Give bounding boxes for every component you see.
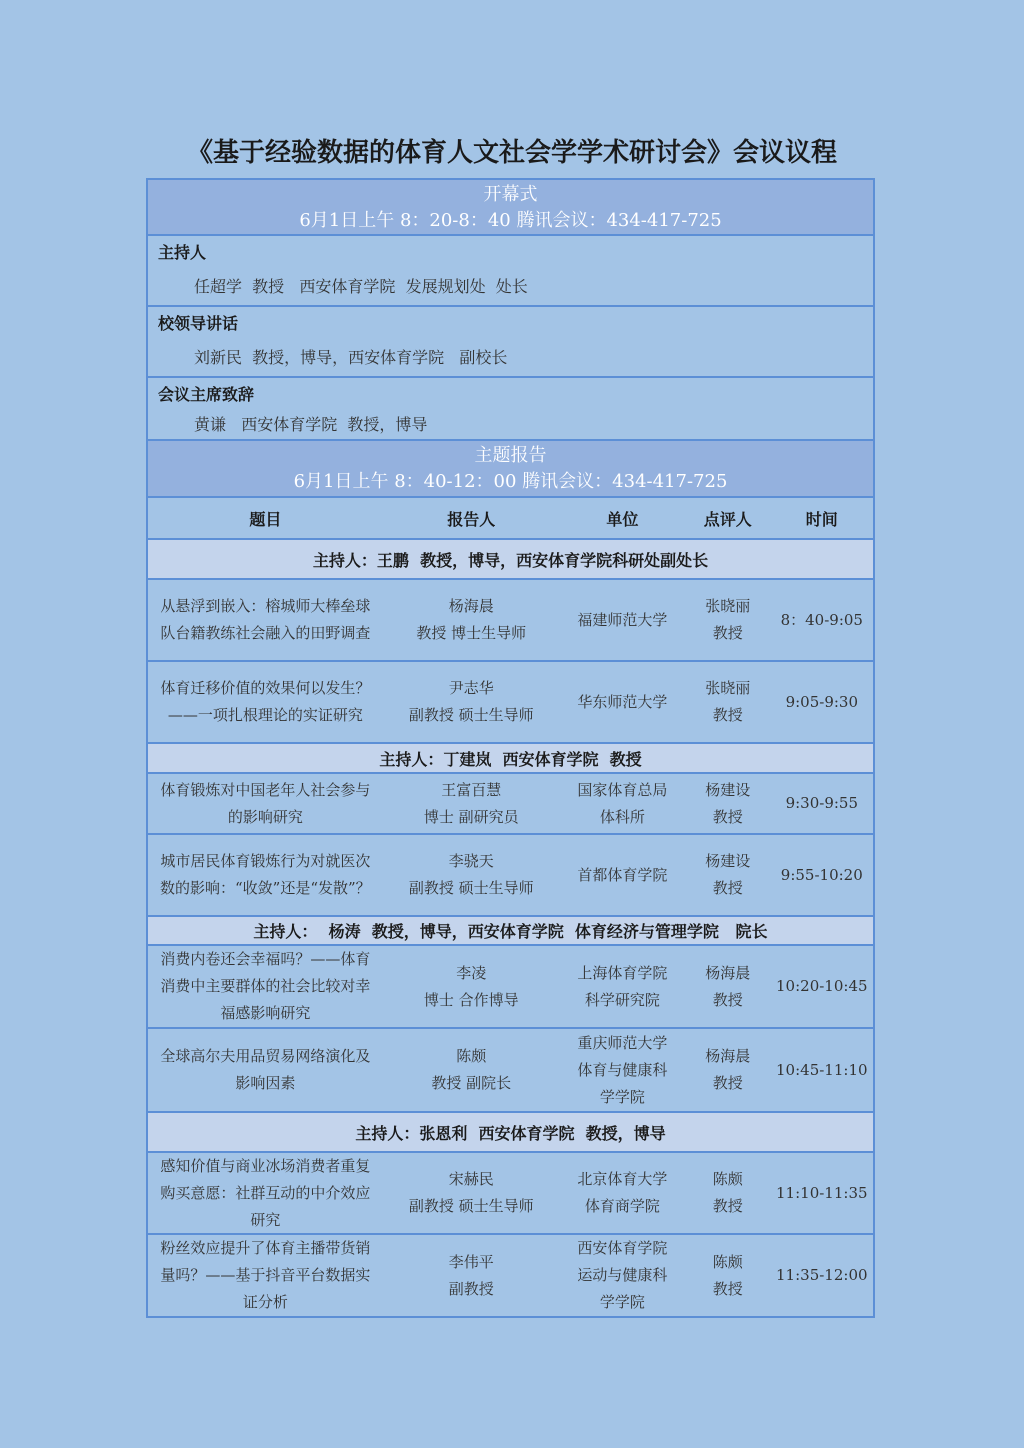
table-row <box>148 1029 873 1113</box>
col-speaker: 报告人 <box>447 509 496 529</box>
talk-time: 10:45-11:10 <box>776 1060 868 1079</box>
opening-time: 6月1日上午 8：20-8：40 腾讯会议：434-417-725 <box>299 210 722 231</box>
unit-line: 运动与健康科 <box>577 1266 668 1284</box>
col-topic: 题目 <box>249 509 282 529</box>
reviewer-name: 张晓丽 <box>705 679 751 697</box>
unit-line: 体育商学院 <box>584 1197 660 1215</box>
table-row <box>148 1235 873 1316</box>
talk-topic: 从悬浮到嵌入：榕城师大棒垒球队台籍教练社会融入的田野调查 <box>160 597 371 642</box>
opening-header <box>148 180 873 236</box>
session-host: 主持人：王鹏 教授，博导，西安体育学院科研处副处长 <box>148 540 873 580</box>
talk-time: 9:55-10:20 <box>780 865 863 884</box>
keynote-heading: 主题报告 <box>474 445 547 466</box>
talk-time: 8：40-9:05 <box>780 610 863 629</box>
role-label: 主持人 <box>158 243 207 262</box>
column-headers <box>148 498 873 540</box>
session-host: 主持人： 杨涛 教授，博导，西安体育学院 体育经济与管理学院 院长 <box>148 917 873 946</box>
speaker-name: 李伟平 <box>448 1252 494 1271</box>
speaker-name: 杨海晨 <box>448 597 494 615</box>
unit-line: 体育与健康科 <box>577 1060 668 1079</box>
talk-topic: 消费内卷还会幸福吗？——体育消费中主要群体的社会比较对幸福感影响研究 <box>160 950 371 1022</box>
talk-topic: 全球高尔夫用品贸易网络演化及影响因素 <box>160 1047 371 1092</box>
talk-topic: 体育锻炼对中国老年人社会参与的影响研究 <box>160 780 371 826</box>
session-host: 主持人：丁建岚 西安体育学院 教授 <box>148 744 873 774</box>
table-row <box>148 946 873 1029</box>
unit-line: 学学院 <box>599 1087 645 1106</box>
reviewer-title: 教授 <box>712 624 743 642</box>
role-chair-address <box>148 378 873 441</box>
reviewer-title: 教授 <box>712 1279 743 1298</box>
table-row <box>148 1153 873 1235</box>
speaker-name: 李骁天 <box>448 852 494 870</box>
unit-line: 国家体育总局 <box>577 780 668 799</box>
role-value: 任超学 教授 西安体育学院 发展规划处 处长 <box>194 277 528 296</box>
table-row <box>148 835 873 917</box>
unit-line: 首都体育学院 <box>577 865 668 884</box>
unit-line: 学学院 <box>599 1293 645 1311</box>
talk-time: 9:05-9:30 <box>785 692 858 711</box>
speaker-title: 副教授 硕士生导师 <box>408 1197 534 1215</box>
unit-line: 福建师范大学 <box>577 610 668 629</box>
talk-topic: 粉丝效应提升了体育主播带货销量吗？——基于抖音平台数据实证分析 <box>160 1239 371 1311</box>
speaker-title: 副教授 <box>448 1279 494 1298</box>
role-value: 刘新民 教授，博导，西安体育学院 副校长 <box>194 348 508 367</box>
talk-time: 11:10-11:35 <box>776 1183 868 1202</box>
reviewer-title: 教授 <box>712 706 743 724</box>
unit-line: 西安体育学院 <box>577 1239 668 1257</box>
talk-topic: 城市居民体育锻炼行为对就医次数的影响：“收敛”还是“发散”？ <box>160 852 371 897</box>
speaker-title: 教授 副院长 <box>431 1074 512 1092</box>
table-row <box>148 580 873 662</box>
keynote-time: 6月1日上午 8：40-12：00 腾讯会议：434-417-725 <box>293 471 728 492</box>
session-host: 主持人：张恩利 西安体育学院 教授，博导 <box>148 1113 873 1153</box>
unit-line: 上海体育学院 <box>577 963 668 982</box>
role-host <box>148 236 873 307</box>
talk-time: 9:30-9:55 <box>785 794 858 812</box>
speaker-name: 王富百慧 <box>441 780 502 799</box>
reviewer-title: 教授 <box>712 1074 743 1092</box>
unit-line: 华东师范大学 <box>577 692 668 711</box>
role-value: 黄谦 西安体育学院 教授，博导 <box>194 415 428 434</box>
role-leader-speech <box>148 307 873 378</box>
col-reviewer: 点评人 <box>703 509 752 529</box>
role-label: 校领导讲话 <box>158 314 239 333</box>
talk-topic: 体育迁移价值的效果何以发生？——一项扎根理论的实证研究 <box>160 679 371 724</box>
reviewer-name: 杨建设 <box>705 852 751 870</box>
reviewer-name: 张晓丽 <box>705 597 751 615</box>
page-title: 《基于经验数据的体育人文社会学学术研讨会》会议议程 <box>186 138 837 168</box>
speaker-title: 博士 合作博导 <box>423 990 519 1009</box>
role-label: 会议主席致辞 <box>158 385 255 404</box>
reviewer-title: 教授 <box>712 990 743 1009</box>
keynote-header <box>148 441 873 498</box>
speaker-title: 博士 副研究员 <box>423 807 519 826</box>
agenda-table <box>146 178 875 1318</box>
unit-line: 科学研究院 <box>584 990 660 1009</box>
col-unit: 单位 <box>606 509 639 529</box>
speaker-title: 教授 博士生导师 <box>416 624 527 642</box>
reviewer-name: 陈颇 <box>712 1170 743 1188</box>
reviewer-title: 教授 <box>712 807 743 826</box>
speaker-title: 副教授 硕士生导师 <box>408 879 534 897</box>
unit-line: 重庆师范大学 <box>577 1033 668 1052</box>
talk-topic: 感知价值与商业冰场消费者重复购买意愿：社群互动的中介效应研究 <box>160 1156 371 1229</box>
talk-time: 11:35-12:00 <box>776 1266 868 1284</box>
speaker-name: 宋赫民 <box>448 1170 494 1188</box>
speaker-title: 副教授 硕士生导师 <box>408 706 534 724</box>
unit-line: 体科所 <box>599 807 645 826</box>
table-row <box>148 662 873 744</box>
opening-heading: 开幕式 <box>483 184 538 205</box>
reviewer-name: 杨建设 <box>705 780 751 799</box>
talk-time: 10:20-10:45 <box>776 977 868 995</box>
reviewer-name: 杨海晨 <box>705 963 751 982</box>
reviewer-name: 陈颇 <box>712 1252 743 1271</box>
unit-line: 北京体育大学 <box>577 1170 668 1188</box>
speaker-name: 李凌 <box>456 963 487 982</box>
speaker-name: 尹志华 <box>448 679 494 697</box>
speaker-name: 陈颇 <box>456 1047 487 1065</box>
reviewer-title: 教授 <box>712 879 743 897</box>
reviewer-name: 杨海晨 <box>705 1047 751 1065</box>
col-time: 时间 <box>805 509 838 529</box>
table-row <box>148 774 873 835</box>
reviewer-title: 教授 <box>712 1197 743 1215</box>
